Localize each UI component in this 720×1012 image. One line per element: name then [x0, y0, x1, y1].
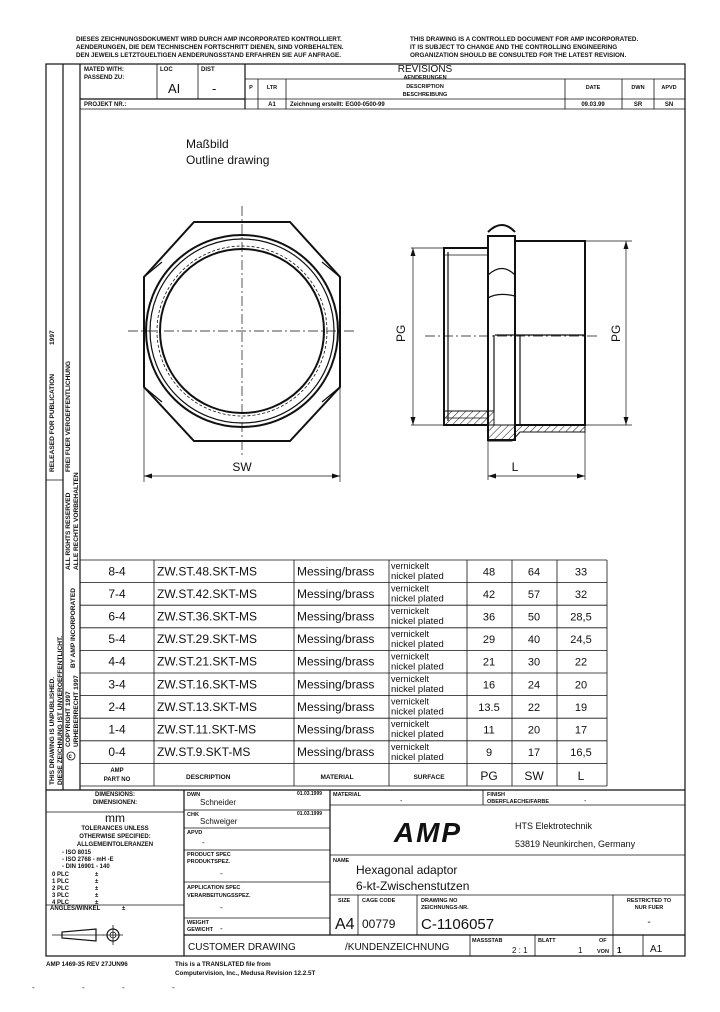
material-cell: Messing/brass — [297, 609, 375, 624]
surface-cell-de: vernickelt — [391, 628, 430, 639]
plc-value: ± — [95, 893, 99, 899]
pg-cell: 9 — [485, 747, 493, 760]
rev-col-ltr: LTR — [266, 85, 278, 91]
surface-cell-en: nickel plated — [391, 571, 444, 582]
side-rights: ALL RIGHTS RESERVED — [65, 492, 72, 570]
rev-col-date: DATE — [585, 85, 601, 91]
passend-zu-label: PASSEND ZU: — [84, 75, 125, 81]
plc-line: 4 PLC — [52, 900, 70, 906]
loc-value: AI — [168, 81, 181, 96]
footer-form: AMP 1469-35 REV 27JUN96 — [46, 961, 128, 968]
material-cell: Messing/brass — [297, 677, 375, 692]
von-label: VON — [597, 949, 609, 955]
drawing-title-en: Outline drawing — [186, 153, 270, 167]
chk-date: 01.03.1999 — [297, 811, 323, 817]
table-row — [108, 561, 587, 582]
cage-code-label: CAGE CODE — [362, 898, 396, 904]
company-address: 53819 Neunkirchen, Germany — [515, 839, 636, 849]
pg-cell: 13.5 — [478, 701, 500, 714]
surface-cell-en: nickel plated — [391, 616, 444, 628]
part-no-cell: 3-4 — [108, 677, 126, 692]
copyright-c: c — [68, 754, 72, 760]
application-spec-label: APPLICATION SPEC — [187, 885, 241, 891]
surface-cell-de: vernickelt — [391, 606, 430, 617]
side-released: RELEASED FOR PUBLICATION — [49, 373, 56, 472]
name-label: NAME — [333, 858, 350, 864]
part-name-en: Hexagonal adaptor — [356, 863, 458, 877]
drawing-no-value: C-1106057 — [421, 916, 495, 933]
size-label: SIZE — [338, 898, 351, 904]
footer-marks — [32, 983, 175, 992]
restricted-label: RESTRICTED TO — [626, 898, 672, 904]
part-no-cell: 7-4 — [108, 586, 126, 601]
table-row — [108, 742, 591, 763]
side-notices — [49, 330, 80, 785]
rev-row-ltr: A1 — [268, 102, 276, 108]
part-no-cell: 8-4 — [108, 564, 126, 579]
material-cell: Messing/brass — [297, 699, 375, 714]
finish-label-de: OBERFLAECHE/FARBE — [487, 799, 550, 805]
drawing-no-label-de: ZEICHNUNGS-NR. — [421, 905, 469, 911]
section-hatch-nipple — [444, 411, 494, 425]
hdr-l: L — [577, 769, 585, 783]
application-spec-label-de: VERARBEITUNGSSPEZ. — [187, 893, 251, 899]
dwn-label: DWN — [187, 792, 201, 798]
hdr-part-no: PART NO — [103, 777, 131, 783]
footer-translated: This is a TRANSLATED file from — [175, 961, 271, 968]
l-cell: 32 — [574, 588, 588, 601]
note-de-1: DIESES ZEICHNUNGSDOKUMENT WIRD DURCH AMP INCORPORATED KONTROLLIERT. — [76, 36, 342, 43]
product-spec-value: - — [220, 869, 223, 878]
iso-line-2: - ISO 2768 - mH -E — [62, 857, 114, 863]
rev-row-date: 09.03.99 — [581, 102, 605, 108]
surface-cell-de: vernickelt — [391, 583, 430, 594]
hdr-pg: PG — [480, 769, 498, 783]
description-cell: ZW.ST.13.SKT-MS — [157, 699, 258, 714]
company-name: HTS Elektrotechnik — [515, 821, 593, 831]
table-row — [108, 719, 587, 740]
drawing-title-de: Maßbild — [186, 137, 229, 151]
side-frei: FREI FUER VEROEFFENTLICHUNG — [65, 361, 72, 472]
scale-label: MASSSTAB — [472, 938, 503, 944]
description-cell: ZW.ST.29.SKT-MS — [157, 632, 258, 647]
finish-value: - — [584, 798, 587, 805]
header-notes — [76, 36, 638, 59]
surface-cell-en: nickel plated — [391, 751, 444, 763]
sw-cell: 30 — [527, 656, 541, 669]
part-no-cell: 6-4 — [108, 609, 126, 624]
material-cell: Messing/brass — [297, 586, 375, 601]
rev-col-desc-de: BESCHREIBUNG — [402, 92, 448, 98]
material-cell: Messing/brass — [297, 745, 375, 760]
material-cell: Messing/brass — [297, 654, 375, 669]
plc-line: 3 PLC — [52, 893, 70, 899]
note-de-3: DEN JEWEILS LETZTGUELTIGEN AENDERUNGSSTAND ERFAHREN SIE AUF ANFRAGE. — [76, 52, 341, 59]
footer-computervision: Computervision, Inc., Medusa Revision 12.2.5T — [175, 970, 316, 977]
drawing-titles — [186, 137, 269, 167]
dim-sw-label: SW — [232, 460, 252, 474]
svg-text:-: - — [122, 983, 125, 992]
surface-cell-de: vernickelt — [391, 719, 430, 730]
surface-cell-de: vernickelt — [391, 741, 430, 752]
part-no-cell: 4-4 — [108, 654, 126, 669]
pg-cell: 29 — [482, 634, 496, 647]
surface-cell-en: nickel plated — [391, 593, 444, 605]
surface-cell-en: nickel plated — [391, 706, 444, 718]
rev-row-dwn: SR — [633, 102, 643, 108]
application-spec-value: - — [220, 903, 223, 912]
note-en-1: THIS DRAWING IS A CONTROLLED DOCUMENT FOR AMP INCORPORATED. — [410, 36, 639, 43]
l-cell: 20 — [574, 679, 588, 692]
revisions-title-de: AENDERUNGEN — [403, 75, 447, 81]
dimensionen-label: DIMENSIONEN: — [92, 800, 138, 806]
pg-cell: 36 — [482, 611, 496, 624]
material-cell: Messing/brass — [297, 722, 375, 737]
weight-label: WEIGHT — [187, 920, 209, 926]
chk-label: CHK — [187, 812, 199, 818]
of-label: OF — [599, 938, 607, 944]
title-block — [46, 790, 685, 956]
angles-label: ANGLES/WINKEL — [50, 906, 101, 912]
side-view-adaptor — [394, 225, 632, 480]
note-en-2: IT IS SUBJECT TO CHANGE AND THE CONTROLLING ENGINEERING — [410, 44, 618, 51]
customer-drawing: CUSTOMER DRAWING — [188, 942, 296, 953]
parts-table — [80, 560, 607, 786]
front-view-hexagon — [128, 206, 357, 482]
rev-row-apvd: SN — [664, 102, 674, 108]
part-no-cell: 2-4 — [108, 699, 126, 714]
side-unveroeffentlicht: DIESE ZEICHNUNG IST UNVEROEFFENTLICHT. — [57, 635, 64, 785]
l-cell: 33 — [574, 566, 588, 579]
plc-line: 0 PLC — [52, 872, 70, 878]
dim-pg-right-label: PG — [609, 324, 623, 342]
apvd-label: APVD — [187, 830, 203, 836]
projection-symbol-icon — [52, 925, 123, 945]
description-cell: ZW.ST.36.SKT-MS — [157, 609, 258, 624]
rev-col-dwn: DWN — [631, 85, 645, 91]
rev-value: A1 — [650, 944, 663, 955]
sheet-value: 1 — [578, 946, 583, 955]
description-cell: ZW.ST.9.SKT-MS — [157, 745, 251, 760]
cage-code-value: 00779 — [362, 917, 396, 931]
material-cell: Messing/brass — [297, 632, 375, 647]
side-by-amp: BY AMP INCORPORATED — [70, 588, 77, 668]
iso-line-1: - ISO 8015 — [62, 850, 92, 856]
rev-col-apvd: APVD — [661, 85, 677, 91]
sw-cell: 24 — [527, 679, 541, 692]
surface-cell-en: nickel plated — [391, 684, 444, 695]
l-cell: 16,5 — [570, 747, 592, 760]
note-en-3: ORGANIZATION SHOULD BE CONSULTED FOR THE LATEST REVISION. — [410, 52, 627, 59]
surface-cell-de: vernickelt — [391, 561, 430, 571]
table-row — [108, 674, 587, 695]
hdr-description: DESCRIPTION — [186, 774, 231, 781]
l-cell: 19 — [574, 701, 588, 714]
pg-cell: 16 — [482, 679, 496, 692]
l-cell: 24,5 — [570, 634, 592, 647]
tolerances-label-1: TOLERANCES UNLESS — [81, 826, 149, 832]
revisions-block — [245, 64, 685, 109]
weight-label-de: GEWICHT — [187, 927, 213, 933]
size-value: A4 — [335, 916, 355, 933]
sw-cell: 50 — [527, 611, 541, 624]
sw-cell: 57 — [527, 588, 541, 601]
material-cell: Messing/brass — [297, 564, 375, 579]
pg-cell: 11 — [483, 724, 495, 737]
plc-line: 1 PLC — [52, 879, 70, 885]
rev-row-desc: Zeichnung erstellt: EG00-0500-99 — [290, 102, 385, 108]
surface-cell-en: nickel plated — [391, 638, 444, 650]
tolerances-label-2: OTHERWISE SPECIFIED: — [79, 834, 151, 840]
sw-cell: 17 — [527, 747, 541, 760]
scale-value: 2 : 1 — [512, 946, 528, 955]
footer — [46, 961, 315, 977]
of-value: 1 — [617, 946, 622, 955]
tolerances-label-3: ALLGEMEINTOLERANZEN — [76, 842, 154, 848]
finish-label: FINISH — [487, 792, 506, 798]
description-cell: ZW.ST.42.SKT-MS — [157, 586, 258, 601]
table-row — [108, 697, 587, 718]
plc-line: 2 PLC — [52, 886, 70, 892]
dim-l-label: L — [511, 460, 519, 474]
kundenzeichnung: /KUNDENZEICHNUNG — [345, 942, 450, 953]
plc-value: ± — [95, 872, 99, 878]
surface-cell-de: vernickelt — [391, 696, 430, 707]
weight-value: - — [220, 924, 223, 933]
section-hatch-flange — [488, 425, 585, 441]
svg-text:-: - — [82, 983, 85, 992]
dim-pg-left-label: PG — [394, 324, 408, 342]
hdr-surface: SURFACE — [413, 774, 445, 781]
revisions-title: REVISIONS — [397, 64, 453, 75]
side-copyright: COPYRIGHT 1997 — [65, 691, 72, 747]
side-unpublished: THIS DRAWING IS UNPUBLISHED. — [49, 676, 56, 785]
side-copyright-de: URHEBERRECHT 1997 — [73, 675, 80, 747]
sw-cell: 40 — [527, 634, 541, 647]
sw-cell: 20 — [527, 724, 541, 737]
sheet-label: BLATT — [538, 938, 556, 944]
pg-cell: 42 — [482, 588, 496, 601]
material-label: MATERIAL — [333, 792, 362, 798]
l-cell: 17 — [574, 724, 588, 737]
dist-value: - — [212, 81, 217, 96]
sw-cell: 64 — [527, 566, 541, 579]
description-cell: ZW.ST.16.SKT-MS — [157, 677, 258, 692]
l-cell: 28,5 — [570, 611, 592, 624]
dimensions-label: DIMENSIONS: — [94, 792, 136, 798]
note-de-2: AENDERUNGEN, DIE DEM TECHNISCHEN FORTSCHRITT DIENEN, SIND VORBEHALTEN. — [76, 44, 344, 51]
chk-name: Schweiger — [200, 817, 238, 826]
surface-cell-de: vernickelt — [391, 674, 430, 684]
part-no-cell: 5-4 — [108, 632, 126, 647]
part-no-cell: 0-4 — [108, 745, 126, 760]
rev-col-p: P — [249, 85, 253, 91]
product-spec-label: PRODUCT SPEC — [187, 852, 231, 858]
projekt-label: PROJEKT NR.: — [84, 102, 127, 108]
units-value: mm — [105, 811, 125, 825]
description-cell: ZW.ST.48.SKT-MS — [157, 564, 258, 579]
description-cell: ZW.ST.21.SKT-MS — [157, 654, 258, 669]
svg-text:-: - — [172, 983, 175, 992]
plc-value: ± — [95, 886, 99, 892]
restricted-label-de: NUR FUER — [634, 905, 664, 911]
pg-cell: 48 — [482, 566, 496, 579]
drawing-no-label: DRAWING NO — [421, 898, 458, 904]
plc-value: ± — [95, 900, 99, 906]
sw-cell: 22 — [527, 701, 541, 714]
material-value: - — [400, 798, 403, 805]
product-spec-label-de: PRODUKTSPEZ. — [187, 859, 231, 865]
side-year: 1997 — [49, 330, 56, 345]
side-rechte: ALLE RECHTE VORBEHALTEN — [73, 472, 80, 570]
hdr-material: MATERIAL — [320, 774, 354, 781]
iso-line-3: - DIN 16901 - 140 — [62, 864, 110, 870]
description-cell: ZW.ST.11.SKT-MS — [157, 722, 257, 737]
l-cell: 22 — [574, 656, 588, 669]
part-name-de: 6-kt-Zwischenstutzen — [356, 879, 470, 893]
table-row — [108, 606, 591, 627]
rev-col-desc: DESCRIPTION — [406, 84, 444, 90]
table-row — [108, 629, 591, 650]
apvd-value: - — [202, 838, 205, 847]
dwn-name: Schneider — [200, 798, 237, 807]
loc-label: LOC — [160, 67, 173, 73]
mated-with-label: MATED WITH: — [84, 67, 124, 73]
surface-cell-en: nickel plated — [391, 661, 444, 673]
pg-cell: 21 — [482, 656, 496, 669]
surface-cell-en: nickel plated — [391, 729, 444, 741]
angles-value: ± — [122, 906, 126, 912]
amp-logo: AMP — [393, 817, 463, 848]
table-row — [108, 584, 587, 605]
part-no-cell: 1-4 — [108, 722, 126, 737]
dist-label: DIST — [201, 67, 215, 73]
svg-text:-: - — [32, 983, 35, 992]
hdr-amp: AMP — [110, 768, 124, 774]
surface-cell-de: vernickelt — [391, 651, 430, 662]
hdr-sw: SW — [524, 769, 544, 783]
table-row — [108, 651, 587, 672]
dwn-date: 01.03.1999 — [297, 791, 323, 797]
plc-value: ± — [95, 879, 99, 885]
restricted-value: - — [647, 917, 651, 928]
